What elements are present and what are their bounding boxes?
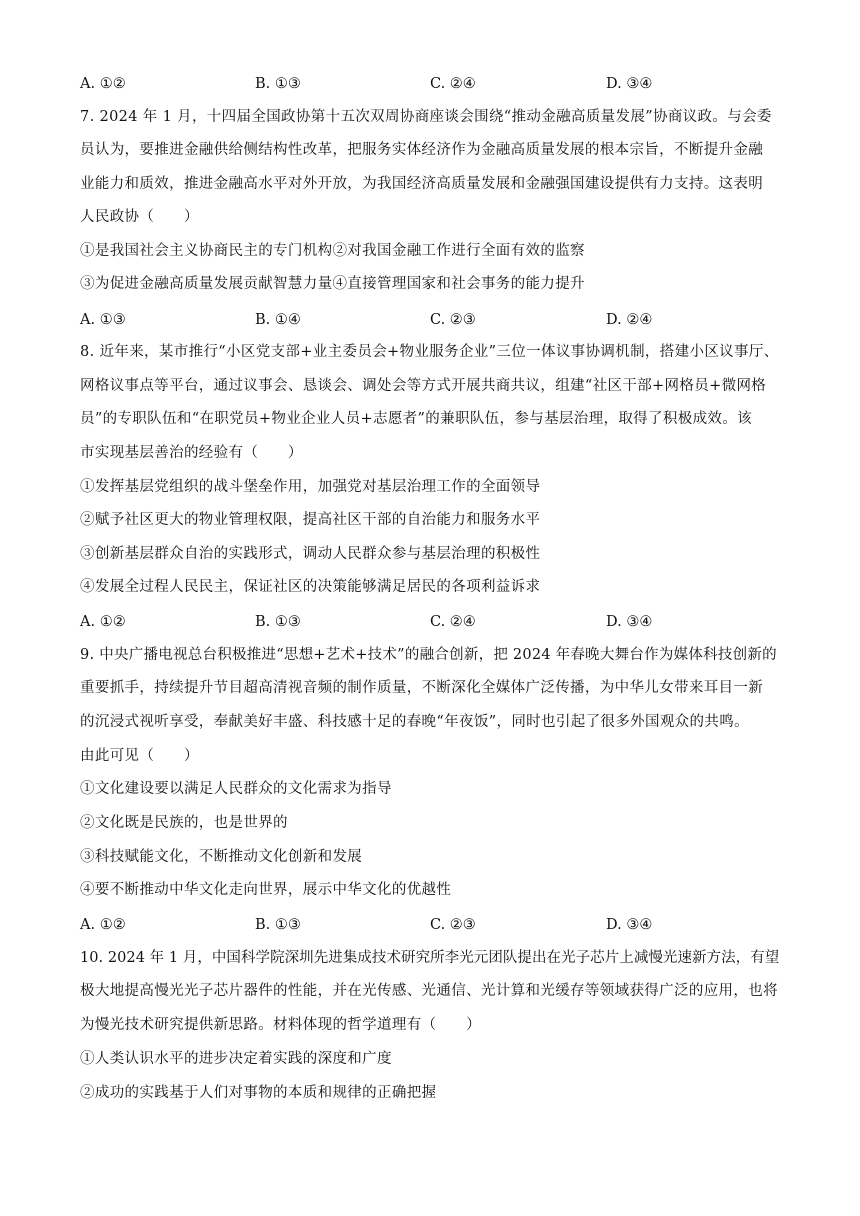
q8-options xyxy=(80,612,780,632)
q7-stem-line: 人民政协（ ） xyxy=(80,209,199,225)
q8-statement: ②赋予社区更大的物业管理权限，提高社区干部的自治能力和服务水平 xyxy=(80,512,541,528)
q9-options xyxy=(80,915,780,935)
q7-statement: ③为促进金融高质量发展贡献智慧力量④直接管理国家和社会事务的能力提升 xyxy=(80,276,585,292)
q7-option-c: C. ②③ xyxy=(430,312,476,328)
q6-option-b: B. ①③ xyxy=(255,76,301,92)
q8-stem-line: 网格议事点等平台，通过议事会、恳谈会、调处会等方式开展共商共议，组建“社区干部+网格员+微网格 xyxy=(80,378,767,394)
q8-statement: ③创新基层群众自治的实践形式，调动人民群众参与基层治理的积极性 xyxy=(80,546,541,562)
q8-statement: ④发展全过程人民民主，保证社区的决策能够满足居民的各项利益诉求 xyxy=(80,579,541,595)
q6-option-d: D. ③④ xyxy=(606,76,653,92)
q7-stem-line: 员认为，要推进金融供给侧结构性改革，把服务实体经济作为金融高质量发展的根本宗旨，不断提升金融 xyxy=(80,142,764,158)
q9-stem-line: 由此可见（ ） xyxy=(80,748,199,764)
q9-stem-line: 9. 中央广播电视总台积极推进“思想+艺术+技术”的融合创新，把 2024 年春晚大舞台作为媒体科技创新的 xyxy=(80,647,777,663)
q9-stem-line: 的沉浸式视听享受，奉献美好丰盛、科技感十足的春晚“年夜饭”，同时也引起了很多外国观众的共鸣。 xyxy=(80,714,749,730)
q7-stem-line: 业能力和质效，推进金融高水平对外开放，为我国经济高质量发展和金融强国建设提供有力支持。这表明 xyxy=(80,176,764,192)
q9-option-a: A. ①② xyxy=(80,917,126,933)
q10-stem-line: 10. 2024 年 1 月，中国科学院深圳先进集成技术研究所李光元团队提出在光子芯片上减慢光速新方法，有望 xyxy=(80,950,780,966)
q8-stem-line: 8. 近年来，某市推行“小区党支部+业主委员会+物业服务企业”三位一体议事协调机制，搭建小区议事厅、 xyxy=(80,344,779,360)
q9-option-d: D. ③④ xyxy=(606,917,653,933)
q6-options xyxy=(80,74,780,94)
q7-options xyxy=(80,310,780,330)
q9-option-c: C. ②③ xyxy=(430,917,476,933)
q8-option-c: C. ②④ xyxy=(430,614,476,630)
q7-stem-line: 7. 2024 年 1 月，十四届全国政协第十五次双周协商座谈会围绕“推动金融高质量发展”协商议政。与会委 xyxy=(80,109,772,125)
q9-option-b: B. ①③ xyxy=(255,917,301,933)
q10-stem-line: 为慢光技术研究提供新思路。材料体现的哲学道理有（ ） xyxy=(80,1017,481,1033)
q7-option-b: B. ①④ xyxy=(255,312,301,328)
q10-statement: ①人类认识水平的进步决定着实践的深度和广度 xyxy=(80,1051,392,1067)
q7-statement: ①是我国社会主义协商民主的专门机构②对我国金融工作进行全面有效的监察 xyxy=(80,243,585,259)
q10-stem-line: 极大地提高慢光光子芯片器件的性能，并在光传感、光通信、光计算和光缓存等领域获得广泛的应用，也将 xyxy=(80,983,778,999)
q8-option-b: B. ①③ xyxy=(255,614,301,630)
q10-statement: ②成功的实践基于人们对事物的本质和规律的正确把握 xyxy=(80,1085,437,1101)
q8-statement: ①发挥基层党组织的战斗堡垒作用，加强党对基层治理工作的全面领导 xyxy=(80,479,541,495)
q9-stem-line: 重要抓手，持续提升节目超高清视音频的制作质量，不断深化全媒体广泛传播，为中华儿女带来耳目一新 xyxy=(80,680,764,696)
q8-option-a: A. ①② xyxy=(80,614,126,630)
q7-option-d: D. ②④ xyxy=(606,312,653,328)
q9-statement: ④要不断推动中华文化走向世界，展示中华文化的优越性 xyxy=(80,882,452,898)
q6-option-a: A. ①② xyxy=(80,76,126,92)
q8-option-d: D. ③④ xyxy=(606,614,653,630)
q7-option-a: A. ①③ xyxy=(80,312,126,328)
q9-statement: ②文化既是民族的，也是世界的 xyxy=(80,815,288,831)
q8-stem-line: 员”的专职队伍和“在职党员+物业企业人员+志愿者”的兼职队伍，参与基层治理，取得了积极成效。该 xyxy=(80,411,752,427)
q6-option-c: C. ②④ xyxy=(430,76,476,92)
q8-stem-line: 市实现基层善治的经验有（ ） xyxy=(80,445,303,461)
q9-statement: ①文化建设要以满足人民群众的文化需求为指导 xyxy=(80,781,392,797)
q9-statement: ③科技赋能文化，不断推动文化创新和发展 xyxy=(80,849,363,865)
